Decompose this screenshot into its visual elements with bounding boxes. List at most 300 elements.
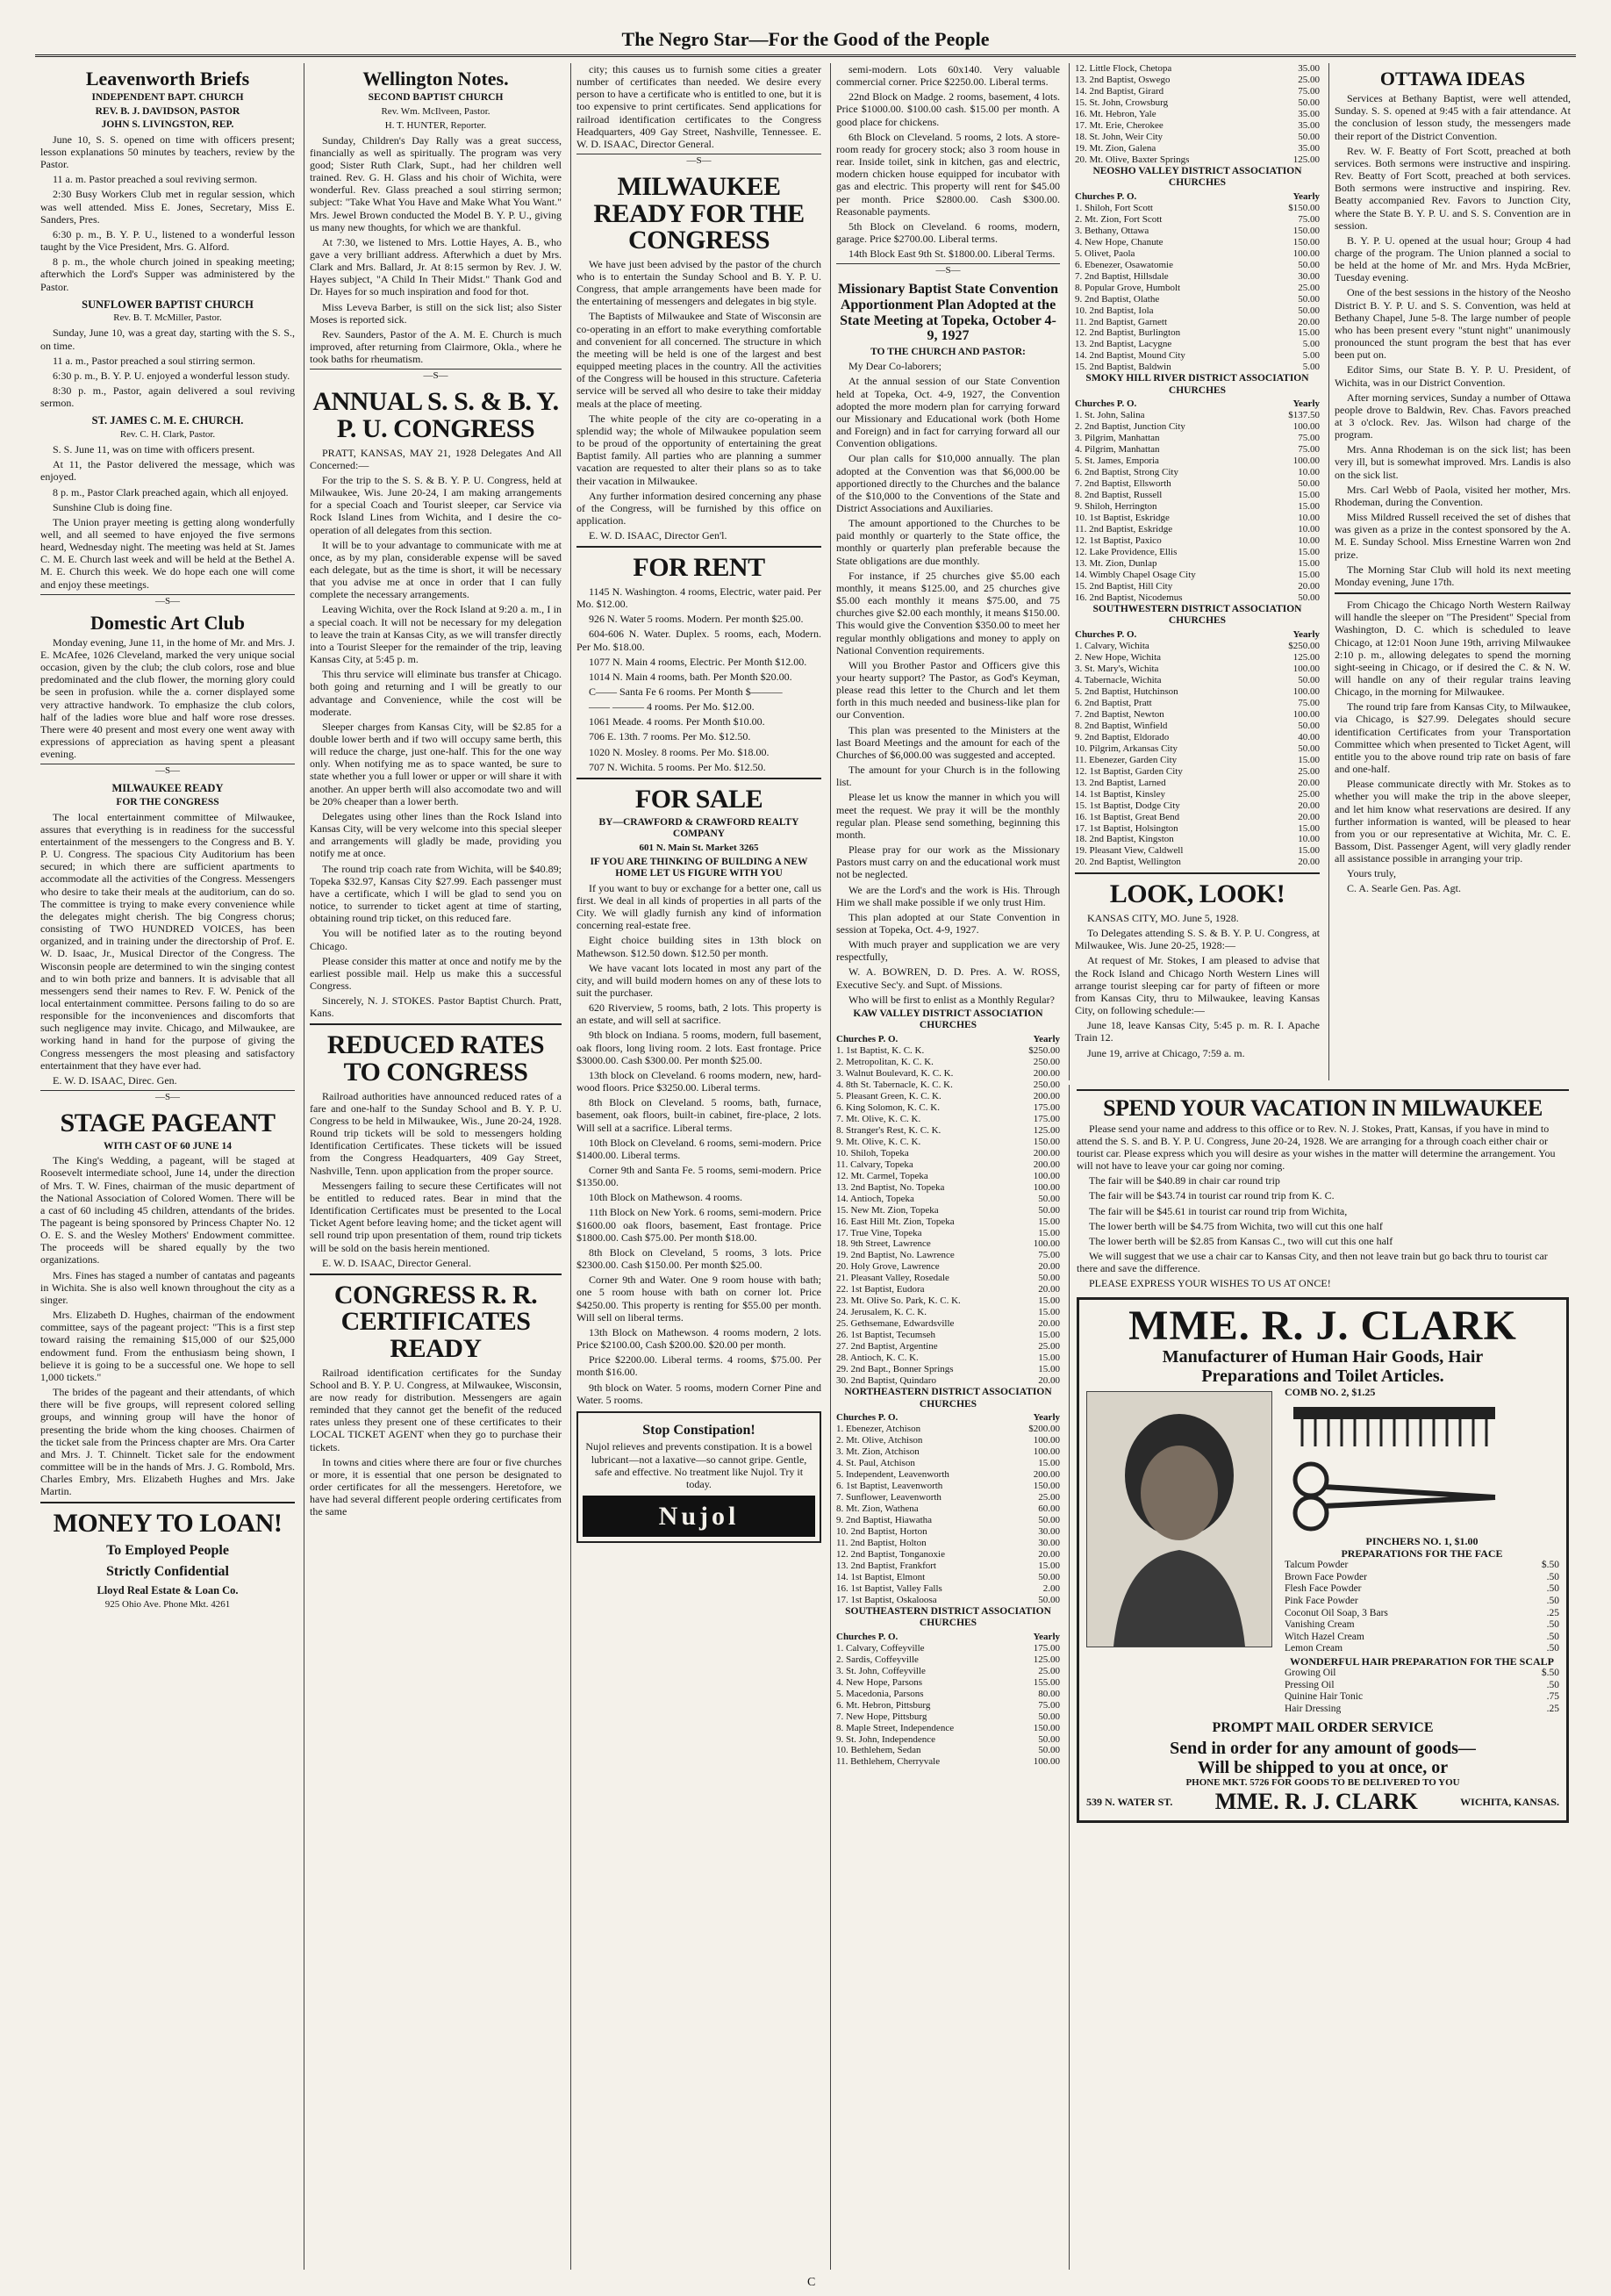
yearly-amount: 25.00 <box>1298 282 1320 293</box>
southwestern-table <box>1075 629 1320 868</box>
paragraph: semi-modern. Lots 60x140. Very valuable commercial corner. Price $2250.00. Liberal terms. <box>836 63 1060 89</box>
yearly-amount: 175.00 <box>1033 1101 1060 1113</box>
column-3 <box>570 63 827 2270</box>
rule <box>310 1023 562 1025</box>
table-row <box>1075 271 1320 283</box>
table-row <box>1075 581 1320 592</box>
paragraph: We will suggest that we use a chair car to Kansas City, and then not leave train but go back thru to tourist car there and save the difference. <box>1077 1250 1548 1275</box>
paragraph: Railroad authorities have announced reduced rates of a fare and one-half to the Sunday School and B. Y. P. U. Congress to be held in Milwaukee, Wis., June 20-24, 1928. Round trip tickets will be sold to messengers holding Identification Certificates. These tickets will be issued from the Congress Headquarters, 409 Gay Street, Nashville, Tenn. upon application from the proper source. <box>310 1089 562 1177</box>
table-row <box>1075 513 1320 524</box>
hair-list <box>1285 1668 1559 1715</box>
yearly-amount: 100.00 <box>1033 1446 1060 1458</box>
church-name: 6. Mt. Hebron, Pittsburg <box>836 1699 931 1711</box>
smoky-table <box>1075 398 1320 603</box>
clark-sub2: Preparations and Toilet Articles. <box>1201 1366 1444 1386</box>
paragraph: From Chicago the Chicago North Western Railway will handle the sleeper on "The President" Special from Washington, D. C. which is scheduled to leave Chicago, at 12:01 Noon June 19th, arriving Milwaukee 2:10 p. m., allowing delegates to spend the morning sight-seeing in Chicago, or if desired the C. & N. W. will handle on any of their regular trains leaving Chicago, in the morning for Milwaukee. <box>1335 599 1571 699</box>
yearly-amount: 20.00 <box>1038 1318 1060 1330</box>
missionary-title: Missionary Baptist State Convention Apportionment Plan Adopted at the State Meeting at Topeka, October 4-9, 1927 <box>837 282 1059 344</box>
item-price: .50 <box>1546 1583 1559 1595</box>
table-row <box>1075 698 1320 709</box>
paragraph: Miss Leveva Barber, is still on the sick list; also Sister Moses is reported sick. <box>310 300 562 326</box>
table-row <box>1075 410 1320 421</box>
yearly-amount: 50.00 <box>1298 97 1320 108</box>
church-name: 15. New Mt. Zion, Topeka <box>836 1204 939 1216</box>
paragraph: Mrs. Elizabeth D. Hughes, chairman of the endowment committee, says of the pageant project: "This is a first step toward raising the remaining $15,000 of our $25,000 endowment fund. From the enthusiasm being shown, I believe it is going to be a successful one. We hope to sell 1,000 tickets." <box>40 1309 295 1383</box>
column-2 <box>304 63 567 2270</box>
yearly-amount: 75.00 <box>1038 1699 1060 1711</box>
table-row <box>1075 686 1320 698</box>
paragraph: 5th Block on Cleveland. 6 rooms, modern, garage. Price $2700.00. Liberal terms. <box>836 219 1060 246</box>
price-item <box>1285 1643 1559 1655</box>
paragraph: Price $2200.00. Liberal terms. 4 rooms, $75.00. Per month $16.00. <box>576 1353 821 1379</box>
church-name: 6. 2nd Baptist, Pratt <box>1075 697 1152 708</box>
price-item <box>1285 1596 1559 1608</box>
table-row <box>836 1045 1060 1057</box>
paragraph: This thru service will eliminate bus transfer at Chicago. both going and returning and I will be greatly to our advantage and Convenience, while the cost will be moderate. <box>310 668 562 718</box>
church-name: 14. 1st Baptist, Kinsley <box>1075 788 1165 800</box>
yearly-amount: 50.00 <box>1298 720 1320 731</box>
church-name: 27. 2nd Baptist, Argentine <box>836 1341 938 1352</box>
table-row <box>1075 652 1320 664</box>
wellington-title: Wellington Notes. <box>362 68 509 90</box>
yearly-amount: 100.00 <box>1292 685 1320 697</box>
look-title: LOOK, LOOK! <box>1109 879 1285 909</box>
table-row <box>836 1318 1060 1330</box>
church-name: 6. King Solomon, K. C. K. <box>836 1101 940 1113</box>
paragraph: After morning services, Sunday a number of Ottawa people drove to Baldwin, Rev. Chas. Favors preached at 3 o'clock. Rev. Jas. Wilson had charge of the program. <box>1335 391 1571 441</box>
church-name: 2. Mt. Olive, Atchison <box>836 1435 923 1446</box>
church-name: 10. 1st Baptist, Eskridge <box>1075 513 1170 524</box>
church-name: 12. 1st Baptist, Garden City <box>1075 765 1183 777</box>
paragraph: The round trip coach rate from Wichita, will be $40.89; Topeka $32.97, Kansas City $27.99. Each passenger must have a certificate, which I will be glad to send you on notice, to surrender to ticket agent at time of starting, obtaining round trip ticket, on this reduced fare. <box>310 862 562 925</box>
church-name: 5. Olivet, Paola <box>1075 248 1135 259</box>
item-price: .25 <box>1546 1703 1559 1714</box>
church-name: 6. 1st Baptist, Leavenworth <box>836 1481 943 1491</box>
yearly-amount: 35.00 <box>1298 142 1320 154</box>
rule <box>1335 592 1571 594</box>
rule <box>310 1274 562 1275</box>
yearly-amount: 50.00 <box>1038 1733 1060 1745</box>
paragraph: 1061 Meade. 4 rooms. Per Month $10.00. <box>589 715 765 728</box>
yearly-amount: 100.00 <box>1033 1756 1060 1768</box>
table-row <box>1075 283 1320 294</box>
paragraph: At the annual session of our State Convention held at Topeka, Oct. 4-9, 1927, the Convention adopted the more modern plan for carrying forward our Missionary and Educational work (both Home and Foreign) and in fact for carrying forward all our Convention obligations. <box>836 375 1060 450</box>
table-row <box>836 1068 1060 1080</box>
table-row <box>836 1572 1060 1583</box>
paragraph: Who will be first to enlist as a Monthly Regular? <box>848 993 1055 1006</box>
paragraph: Leaving Wichita, over the Rock Island at 9:20 a. m., I in a special coach. It will not be necessary for my delegation to leave the train at Kansas City, as we will transfer directly into a Tourist Sleeper for the remainder of the trip, leaving Kansas City, at 5:45 p. m. <box>310 603 562 666</box>
church-name: 7. 2nd Baptist, Ellsworth <box>1075 478 1171 490</box>
church-name: 11. 2nd Baptist, Holton <box>836 1537 927 1548</box>
church-name: 15. 2nd Baptist, Baldwin <box>1075 362 1171 373</box>
church-name: 14. Wimbly Chapel Osage City <box>1075 570 1196 580</box>
church-name: 12. Little Flock, Chetopa <box>1075 63 1172 74</box>
portrait-illustration <box>1087 1392 1271 1647</box>
church-name: 10. 2nd Baptist, Horton <box>836 1525 927 1537</box>
yearly-amount: 25.00 <box>1298 765 1320 777</box>
church-name: 29. 2nd Bapt., Bonner Springs <box>836 1364 954 1375</box>
for-sale-addr: 601 N. Main St. Market 3265 <box>639 842 759 853</box>
page-mark: C <box>807 2276 816 2290</box>
table-row <box>1075 857 1320 868</box>
table-header <box>1075 629 1320 641</box>
table-row <box>836 1307 1060 1318</box>
table-row <box>1075 350 1320 362</box>
yearly-amount: 10.00 <box>1298 467 1320 478</box>
vacation-body <box>1077 1123 1569 1290</box>
price-item <box>1285 1691 1559 1704</box>
rule <box>576 546 821 548</box>
church-name: 3. Walnut Boulevard, K. C. K. <box>836 1067 954 1079</box>
paragraph: Miss Mildred Russell received the set of dishes that was given as a prize in the contest sponsored by the A. M. E. Sunday School. Miss Ernestine Warren won 2nd prize. <box>1335 511 1571 561</box>
church-name: 9. 2nd Baptist, Eldorado <box>1075 731 1170 743</box>
for-rent-list <box>576 585 821 773</box>
paragraph: Sunday, Children's Day Rally was a great success, financially as well as spiritually. The program was very good; Sister Ruth Clark, Supt., had her children well trained. Rev. G. H. Glass and his choir of Wichita, were wonderful. Rev. Glass preached a soul stirring sermon; subject: "Take What You Have and Make What You Want." Mrs. Jewel Brown conducted the Model B. Y. P. U., giving us many new thoughts, for which we are thankful. <box>310 133 562 233</box>
yearly-amount: 20.00 <box>1298 800 1320 811</box>
yearly-amount: 20.00 <box>1038 1284 1060 1295</box>
header-cell: Churches P. O. <box>1075 190 1137 202</box>
paragraph: Please send your name and address to this office or to Rev. N. J. Stokes, Pratt, Kansas, if you have in mind to attend the S. S. and B. Y. P. U. Congress, June 20-24, 1928. We are arranging for a through coach either chair or tourist car. Please express which you will desire as your wishes in the matter will determine the arrangement. You will not have to leave your car going nor coming. <box>1077 1122 1556 1173</box>
header-cell: Yearly <box>1292 398 1320 410</box>
yearly-amount: 20.00 <box>1298 811 1320 822</box>
church-name: 22. 1st Baptist, Eudora <box>836 1284 925 1295</box>
table-row <box>836 1734 1060 1746</box>
yearly-amount: 15.00 <box>1038 1295 1060 1307</box>
paragraph: We have just been advised by the pastor of the church who is to entertain the Sunday School and B. Y. P. U. Congress, that ample arrangements have been made for the entertaining of messengers and delegates in big style. <box>576 257 821 308</box>
table-row <box>1075 490 1320 501</box>
church-name: 12. 2nd Baptist, Tonganoxie <box>836 1548 945 1560</box>
pageant-body <box>40 1154 295 1497</box>
item-price: $.50 <box>1541 1667 1559 1678</box>
church-name: 10. Bethlehem, Sedan <box>836 1745 921 1756</box>
yearly-amount: 25.00 <box>1038 1341 1060 1352</box>
comb-icon <box>1285 1398 1504 1451</box>
item-name: Witch Hazel Cream <box>1285 1631 1364 1642</box>
church-name: 1. Calvary, Wichita <box>1075 641 1149 651</box>
table-row <box>836 1756 1060 1768</box>
table-row <box>836 1182 1060 1194</box>
paragraph: 8 p. m., the whole church joined in speaking meeting; afterwhich the Lord's Supper was administered by the Pastor. <box>40 255 295 293</box>
yearly-amount: 20.00 <box>1038 1375 1060 1387</box>
yearly-amount: 40.00 <box>1298 731 1320 743</box>
paragraph: For instance, if 25 churches give $5.00 each monthly, it means $125.00, and 25 churches give $5.00 each monthly it means $75.00, and 75 churches give $2.00 each monthly, it means $150.00. This would give the Convention $350.00 to meet her regular monthly obligations and money to apply on National Convention requirements. <box>836 569 1060 657</box>
paragraph: PRATT, KANSAS, MAY 21, 1928 Delegates And All Concerned:— <box>310 446 562 471</box>
table-row <box>836 1677 1060 1689</box>
table-row <box>836 1159 1060 1171</box>
church-name: 9. St. John, Independence <box>836 1733 936 1745</box>
table-row <box>836 1723 1060 1734</box>
price-item <box>1285 1632 1559 1644</box>
paragraph: June 19, arrive at Chicago, 7:59 a. m. <box>1087 1046 1245 1059</box>
church-name: 8. Popular Grove, Humbolt <box>1075 282 1181 293</box>
yearly-amount: 80.00 <box>1038 1688 1060 1699</box>
church-name: 15. St. John, Crowsburg <box>1075 97 1169 108</box>
yearly-amount: 25.00 <box>1038 1665 1060 1676</box>
yearly-amount: 50.00 <box>1038 1745 1060 1756</box>
paragraph: The fair will be $45.61 in tourist car round trip from Wichita, <box>1089 1204 1348 1217</box>
rule <box>40 1502 295 1503</box>
church-name: 14. 2nd Baptist, Mound City <box>1075 350 1185 362</box>
separator: —S— <box>40 1090 295 1103</box>
nujol-logo: Nujol <box>583 1496 815 1537</box>
yearly-amount: 15.00 <box>1038 1216 1060 1227</box>
price-item <box>1285 1583 1559 1596</box>
table-row <box>836 1643 1060 1654</box>
church-name: 1. St. John, Salina <box>1075 410 1145 421</box>
item-price: .75 <box>1546 1691 1559 1703</box>
church-name: 9. 2nd Baptist, Olathe <box>1075 293 1160 305</box>
paragraph: 11th Block on New York. 6 rooms, semi-modern. Price $1600.00 oak floors, basement, East frontage. Price $1800.00. Cash $75.00. Per month $18.00. <box>576 1206 821 1244</box>
table-row <box>836 1057 1060 1068</box>
separator: —S— <box>40 764 295 777</box>
milwaukee-body <box>576 258 821 542</box>
church-name: 3. Mt. Zion, Atchison <box>836 1446 920 1458</box>
paragraph: My Dear Co-laborers; <box>848 360 942 373</box>
paragraph: W. A. BOWREN, D. D. Pres. A. W. ROSS, Executive Sec'y. and Supt. of Missions. <box>836 965 1060 991</box>
yearly-amount: $200.00 <box>1028 1424 1060 1435</box>
yearly-amount: 20.00 <box>1038 1548 1060 1560</box>
yearly-amount: 10.00 <box>1298 524 1320 535</box>
church-name: 3. Bethany, Ottawa <box>1075 225 1149 236</box>
neosho-title: NEOSHO VALLEY DISTRICT ASSOCIATION CHURCHES <box>1092 165 1302 189</box>
congress-rr-body <box>310 1367 562 1518</box>
item-name: Quinine Hair Tonic <box>1285 1691 1364 1703</box>
stjames-pastor: Rev. C. H. Clark, Pastor. <box>119 429 216 441</box>
paragraph: Rev. Saunders, Pastor of the A. M. E. Church is much improved, after returning from Clairmore, Okla., where he took baths for rheumatism. <box>310 327 562 366</box>
col5-top-table <box>1075 63 1320 166</box>
church-name: 12. 1st Baptist, Paxico <box>1075 535 1162 547</box>
yearly-amount: $137.50 <box>1288 410 1320 421</box>
leavenworth-church: INDEPENDENT BAPT. CHURCH <box>91 92 244 104</box>
bottom-right-ads <box>1069 1085 1576 2270</box>
milwaukee-ready-title: MILWAUKEE READY <box>111 782 224 795</box>
table-row <box>1075 823 1320 835</box>
paragraph: The fair will be $40.89 in chair car round trip <box>1089 1174 1280 1187</box>
table-row <box>836 1481 1060 1492</box>
church-name: 13. 2nd Baptist, No. Topeka <box>836 1181 945 1193</box>
paragraph: Sincerely, N. J. STOKES. Pastor Baptist Church. Pratt, Kans. <box>310 994 562 1020</box>
price-item <box>1285 1619 1559 1632</box>
paragraph: Railroad identification certificates for the Sunday School and B. Y. P. U. Congress, at Milwaukee, Wisconsin, are now ready for distribution. Messengers are again reminded that they cannot get the benefit of the reduced rates unless they present one of these certificates to their LOCAL TICKET AGENT when they go to purchase their tickets. <box>310 1366 562 1453</box>
header-cell: Churches P. O. <box>1075 398 1137 410</box>
church-name: 18. 9th Street, Lawrence <box>836 1238 931 1250</box>
church-name: 4. St. Paul, Atchison <box>836 1458 915 1469</box>
paragraph: 14th Block East 9th St. $1800.00. Liberal Terms. <box>848 248 1056 261</box>
church-name: 17. Mt. Erie, Cherokee <box>1075 119 1164 131</box>
table-row <box>1075 778 1320 789</box>
church-name: 4. New Hope, Chanute <box>1075 236 1164 248</box>
church-name: 5. Pleasant Green, K. C. K. <box>836 1090 942 1101</box>
paragraph: The white people of the city are co-operating in a splendid way; the whole of Milwaukee population seem to be proud of the opportunity of entertaining the great Baptist family. All parties who are planning a summer vacation are requested to alter their plans so as to take their vacation in Milwaukee. <box>576 412 821 487</box>
item-price: .50 <box>1546 1619 1559 1631</box>
church-name: 21. Pleasant Valley, Rosedale <box>836 1273 949 1284</box>
item-name: Talcum Powder <box>1285 1560 1349 1571</box>
yearly-amount: 200.00 <box>1033 1090 1060 1101</box>
price-item <box>1285 1680 1559 1692</box>
yearly-amount: 50.00 <box>1298 674 1320 685</box>
stjames-title: ST. JAMES C. M. E. CHURCH. <box>91 414 244 427</box>
yearly-amount: 100.00 <box>1292 456 1320 467</box>
table-row <box>1075 327 1320 339</box>
paragraph: 9th block on Water. 5 rooms, modern Corner Pine and Water. 5 rooms. <box>576 1381 821 1406</box>
paragraph: 8th Block on Cleveland. 5 rooms, bath, furnace, basement, oak floors, built-in cabinet, fire-place, 2 lots. Will sell at a sacrifice. Liberal terms. <box>576 1096 821 1134</box>
table-row <box>1075 317 1320 328</box>
yearly-amount: 15.00 <box>1298 490 1320 501</box>
church-name: 10. Pilgrim, Arkansas City <box>1075 743 1178 754</box>
wellington-body <box>310 134 562 366</box>
reduced-body <box>310 1090 562 1269</box>
paragraph: 6:30 p. m., B. Y. P. U., listened to a wonderful lesson taught by the Vice President, Mrs. G. Alford. <box>40 227 295 254</box>
church-name: 1. Ebenezer, Atchison <box>836 1424 921 1435</box>
table-row <box>836 1492 1060 1503</box>
church-name: 5. St. James, Emporia <box>1075 456 1159 467</box>
yearly-amount: 15.00 <box>1038 1330 1060 1341</box>
table-row <box>836 1469 1060 1481</box>
church-name: 13. 2nd Baptist, Frankfort <box>836 1560 936 1571</box>
header-cell: Churches P. O. <box>1075 629 1137 641</box>
clark-phone: PHONE MKT. 5726 FOR GOODS TO BE DELIVERED TO YOU <box>1185 1776 1460 1788</box>
pinchers-icon <box>1285 1453 1504 1532</box>
money-title: MONEY TO LOAN! <box>53 1509 283 1539</box>
domestic-title: Domestic Art Club <box>90 611 245 634</box>
yearly-amount: 100.00 <box>1033 1435 1060 1446</box>
church-name: 14. Antioch, Topeka <box>836 1193 914 1204</box>
table-row <box>1075 664 1320 675</box>
paragraph: Sleeper charges from Kansas City, will be $2.85 for a double lower berth and if two will occupy same berth, this will reduce the charge, just one-half. This for the one way only. When notifying me as to space wanted, be sure to state whether you a full lower or upper or will share it with another. An upper berth will also accomodate two and will be 20% cheaper than a lower berth. <box>310 720 562 807</box>
missionary-body <box>836 360 1060 1006</box>
table-row <box>1075 732 1320 743</box>
yearly-amount: 175.00 <box>1033 1113 1060 1124</box>
item-name: Flesh Face Powder <box>1285 1583 1362 1595</box>
table-row <box>836 1250 1060 1261</box>
yearly-amount: 50.00 <box>1298 131 1320 142</box>
table-row <box>836 1330 1060 1341</box>
table-row <box>836 1595 1060 1606</box>
paragraph: It will be to your advantage to communicate with me at once, as by my plan, considerable expense will be saved each delegate, but as the time is short, it will be necessary that you advise me at once in order that I can fully complete the necessary arrangements. <box>310 538 562 601</box>
church-name: 16. East Hill Mt. Zion, Topeka <box>836 1216 955 1227</box>
yearly-amount: 75.00 <box>1298 444 1320 456</box>
paragraph: Rev. W. F. Beatty of Fort Scott, preached at both services. Both sermons were instructive and inspiring. Rev. Beatty of Fort Scott, preached at both services. Both sermons were instructive and inspiring. Rev. Beatty accompanied Rev. Favors to Junction City, where the State B. Y. P. U. and S. S. Convention are in session. <box>1335 144 1571 232</box>
rule <box>1075 872 1320 874</box>
table-row <box>836 1583 1060 1595</box>
column-5 <box>1069 63 1325 1080</box>
yearly-amount: 150.00 <box>1033 1481 1060 1491</box>
price-item <box>1285 1704 1559 1716</box>
paragraph: PLEASE EXPRESS YOUR WISHES TO US AT ONCE! <box>1089 1277 1331 1290</box>
church-name: 8. Mt. Zion, Wathena <box>836 1503 919 1514</box>
yearly-amount: 50.00 <box>1038 1204 1060 1216</box>
kaw-title: KAW VALLEY DISTRICT ASSOCIATION CHURCHES <box>853 1008 1043 1031</box>
table-row <box>836 1194 1060 1205</box>
paragraph: E. W. D. ISAAC, Director Gen'l. <box>589 529 727 542</box>
southeastern-table <box>836 1632 1060 1769</box>
table-row <box>836 1654 1060 1666</box>
yearly-amount: 5.00 <box>1302 339 1320 350</box>
table-row <box>1075 641 1320 652</box>
paragraph: 706 E. 13th. 7 rooms. Per Mo. $12.50. <box>589 730 751 743</box>
separator: —S— <box>836 263 1060 276</box>
table-row <box>836 1745 1060 1756</box>
table-row <box>1075 501 1320 513</box>
yearly-amount: 15.00 <box>1298 845 1320 857</box>
yearly-amount: 50.00 <box>1038 1711 1060 1722</box>
southwestern-title: SOUTHWESTERN DISTRICT ASSOCIATION CHURCHES <box>1092 603 1302 627</box>
yearly-amount: 20.00 <box>1298 580 1320 592</box>
paragraph: To Delegates attending S. S. & B. Y. P. U. Congress, at Milwaukee, Wis. June 20-25, 1928:— <box>1075 927 1320 952</box>
table-row <box>836 1375 1060 1387</box>
table-row <box>836 1137 1060 1148</box>
paragraph: E. W. D. ISAAC, Direc. Gen. <box>53 1073 177 1087</box>
northeastern-table <box>836 1412 1060 1605</box>
paragraph: Please let us know the manner in which you will meet the request. We pray it will be the monthly regular plan. Please send something, beginning this month. <box>836 791 1060 841</box>
church-name: 18. St. John, Weir City <box>1075 131 1164 142</box>
table-row <box>1075 214 1320 226</box>
paragraph: Messengers failing to secure these Certificates will not be entitled to reduced rates. Bear in mind that the Identification Certificates must be presented to the Local Ticket Agent before leaving home; and the ticket agent will sell round trip upon presentation of them, round trip tickets will be sold on the basis herein mentioned. <box>310 1179 562 1254</box>
yearly-amount: 15.00 <box>1298 547 1320 558</box>
church-name: 5. Independent, Leavenworth <box>836 1469 949 1481</box>
clark-send1: Send in order for any amount of goods— <box>1170 1738 1476 1758</box>
table-row <box>1075 845 1320 857</box>
table-row <box>1075 339 1320 350</box>
yearly-amount: 125.00 <box>1033 1124 1060 1136</box>
ottawa-body <box>1335 92 1571 588</box>
table-row <box>836 1515 1060 1526</box>
milwaukee-ready-sub: FOR THE CONGRESS <box>116 797 219 808</box>
item-name: Pressing Oil <box>1285 1679 1335 1690</box>
table-row <box>836 1435 1060 1446</box>
yearly-amount: 100.00 <box>1033 1181 1060 1193</box>
paragraph: The amount for your Church is in the following list. <box>836 764 1060 789</box>
yearly-amount: 50.00 <box>1038 1193 1060 1204</box>
church-name: 1. 1st Baptist, K. C. K. <box>836 1045 925 1056</box>
yearly-amount: 20.00 <box>1038 1261 1060 1273</box>
item-price: .50 <box>1546 1596 1559 1607</box>
paragraph: Editor Sims, our State B. Y. P. U. President, of Wichita, was in our District Convention. <box>1335 363 1571 389</box>
paragraph: Our plan calls for $10,000 annually. The plan adopted at the Convention was that $6,000.00 be apportioned directly to the Churches and the balance of the $10,000 to the Conventions of the State and District Associations and Auxiliaries. <box>836 452 1060 514</box>
table-row <box>836 1666 1060 1677</box>
table-row <box>1075 535 1320 547</box>
church-name: 12. Lake Providence, Ellis <box>1075 547 1178 558</box>
table-row <box>836 1125 1060 1137</box>
church-name: 9. Mt. Olive, K. C. K. <box>836 1136 921 1147</box>
item-name: Hair Dressing <box>1285 1703 1342 1714</box>
table-row <box>1075 789 1320 800</box>
table-row <box>1075 421 1320 433</box>
church-name: 8. 2nd Baptist, Russell <box>1075 490 1163 501</box>
neosho-table <box>1075 191 1320 374</box>
header-cell: Yearly <box>1033 1631 1060 1642</box>
table-row <box>836 1091 1060 1102</box>
table-row <box>1075 592 1320 604</box>
church-name: 2. Mt. Zion, Fort Scott <box>1075 213 1163 225</box>
church-name: 17. 1st Baptist, Oskaloosa <box>836 1594 937 1605</box>
leavenworth-rep: JOHN S. LIVINGSTON, REP. <box>101 119 234 131</box>
item-name: Pink Face Powder <box>1285 1596 1358 1607</box>
prep-title: PREPARATIONS FOR THE FACE <box>1341 1547 1503 1561</box>
table-row <box>1075 709 1320 721</box>
table-row <box>836 1458 1060 1469</box>
reduced-title: REDUCED RATES TO CONGRESS <box>326 1030 545 1087</box>
church-name: 19. Pleasant View, Caldwell <box>1075 845 1184 857</box>
yearly-amount: 50.00 <box>1298 293 1320 305</box>
yearly-amount: 5.00 <box>1302 350 1320 362</box>
church-name: 4. New Hope, Parsons <box>836 1676 923 1688</box>
yearly-amount: 5.00 <box>1302 362 1320 373</box>
church-name: 2. Sardis, Coffeyville <box>836 1654 919 1665</box>
table-row <box>836 1228 1060 1239</box>
comb-label: COMB NO. 2, $1.25 <box>1285 1385 1376 1398</box>
table-row <box>1075 248 1320 260</box>
